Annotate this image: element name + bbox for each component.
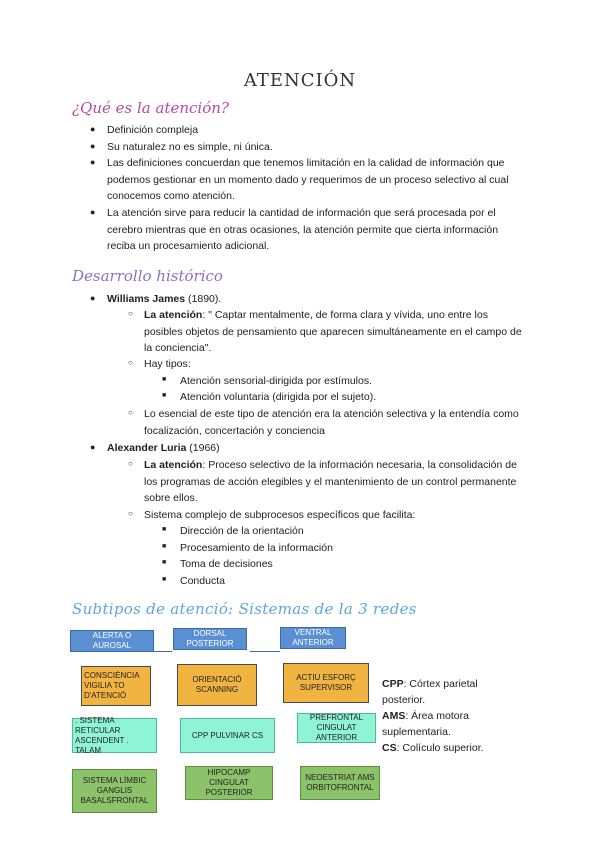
connector-line [154, 651, 172, 652]
system-item: Dirección de la orientación [180, 525, 304, 537]
network-ventral-box: VENTRAL ANTERIOR [280, 627, 346, 649]
circle-bullet-icon: ○ [128, 408, 133, 417]
square-bullet-icon: ■ [162, 526, 167, 533]
legend-item [382, 740, 502, 756]
author-name: Williams James [107, 293, 186, 305]
james-essential: Lo esencial de este tipo de atención era la atención selectiva y la entendía como focalización, concertación y conciencia [144, 408, 519, 437]
function-alerta-box: CONSCIÈNCIA VIGILIA TO D'ATENCIÓ [81, 666, 151, 706]
structure-dorsal-box: CPP PULVINAR CS [180, 718, 275, 753]
type-item: Atención voluntaria (dirigida por el sujeto). [180, 391, 377, 403]
function-activo-box: ACTIU ESFORÇ SUPERVISOR [283, 663, 369, 703]
system-item: Toma de decisiones [180, 558, 273, 570]
circle-bullet-icon: ○ [128, 459, 133, 468]
definition-label: La atención [144, 309, 203, 321]
structure-alerta-box: . SISTEMA RETICULAR ASCENDENT . TALAM [72, 718, 157, 753]
definition-text: : Proceso selectivo de la información necesaria, la consolidación de los programas de acción elegibles y el mantenimiento de un control permanente sobre ellos. [144, 459, 517, 504]
legend-text: : Colículo superior. [396, 742, 484, 754]
author-year: (1890). [185, 293, 222, 305]
legend-item [382, 676, 502, 708]
square-bullet-icon: ■ [162, 576, 167, 583]
regions-ventral-box: NEOESTRIAT AMS ORBITOFRONTAL [300, 766, 380, 800]
author-luria [107, 440, 527, 457]
bullet-icon: ● [90, 207, 96, 217]
bullet-icon: ● [90, 124, 96, 134]
circle-bullet-icon: ○ [128, 509, 133, 518]
connector-line [250, 651, 280, 652]
definition-label: La atención [144, 459, 203, 471]
legend-abbr: CS [382, 742, 397, 754]
square-bullet-icon: ■ [162, 376, 167, 383]
system-item: Conducta [180, 575, 225, 587]
section-heading-subtipos: Subtipos de atenció: Sistemas de la 3 redes [72, 600, 417, 618]
bullet-icon: ● [90, 141, 96, 151]
system-item: Procesamiento de la información [180, 542, 333, 554]
types-label: Hay tipos: [144, 358, 191, 370]
author-name: Alexander Luria [107, 442, 187, 454]
definition-text: : " Captar mentalmente, de forma clara y vívida, uno entre los posibles objetos de pensamiento que aparecen simultáneamente en el campo de la conciencia". [144, 309, 522, 354]
network-alerta-box: ALERTA O AUROSAL [70, 630, 154, 652]
luria-definition [144, 457, 524, 507]
regions-alerta-box: SISTEMA LÍMBIC GANGLIS BASALSFRONTAL [72, 769, 157, 813]
square-bullet-icon: ■ [162, 543, 167, 550]
legend-text: : Área motora suplementaria. [382, 710, 469, 738]
bullet-icon: ● [90, 157, 96, 167]
abbreviations-legend [382, 676, 502, 756]
legend-item [382, 708, 502, 740]
function-orientacion-box: ORIENTACIÓ SCANNING [177, 664, 257, 706]
page-title: ATENCIÓN [243, 70, 357, 91]
james-definition [144, 307, 524, 357]
legend-abbr: AMS [382, 710, 406, 722]
list-item: Definición compleja [107, 124, 199, 136]
square-bullet-icon: ■ [162, 392, 167, 399]
legend-abbr: CPP [382, 678, 404, 690]
bullet-icon: ● [90, 293, 96, 303]
circle-bullet-icon: ○ [128, 358, 133, 367]
circle-bullet-icon: ○ [128, 309, 133, 318]
list-item: La atención sirve para reducir la cantidad de información que será procesada por el cerebro mientras que en otras ocasiones, la atención permite que cierta información reciba un procesamiento adicional. [107, 207, 499, 252]
list-item: Las definiciones concuerdan que tenemos limitación en la calidad de información que podemos gestionar en un momento dado y requerimos de un proceso selectivo al cual conocemos como atención. [107, 157, 509, 202]
type-item: Atención sensorial-dirigida por estímulos. [180, 375, 373, 387]
square-bullet-icon: ■ [162, 559, 167, 566]
bullet-icon: ● [90, 442, 96, 452]
section-heading-desarrollo: Desarrollo histórico [72, 267, 223, 285]
legend-text: : Córtex parietal posterior. [382, 678, 478, 706]
author-year: (1966) [186, 442, 220, 454]
structure-ventral-box: PREFRONTAL CINGULAT ANTERIOR [297, 713, 376, 743]
section-heading-que-es: ¿Qué es la atención? [72, 99, 229, 117]
list-item: Su naturalez no es simple, ni única. [107, 141, 273, 153]
author-james [107, 291, 527, 308]
network-dorsal-box: DORSAL POSTERIOR [173, 628, 247, 650]
system-label: Sistema complejo de subprocesos específicos que facilita: [144, 509, 416, 521]
regions-dorsal-box: HIPOCAMP CINGULAT POSTERIOR [185, 766, 273, 800]
